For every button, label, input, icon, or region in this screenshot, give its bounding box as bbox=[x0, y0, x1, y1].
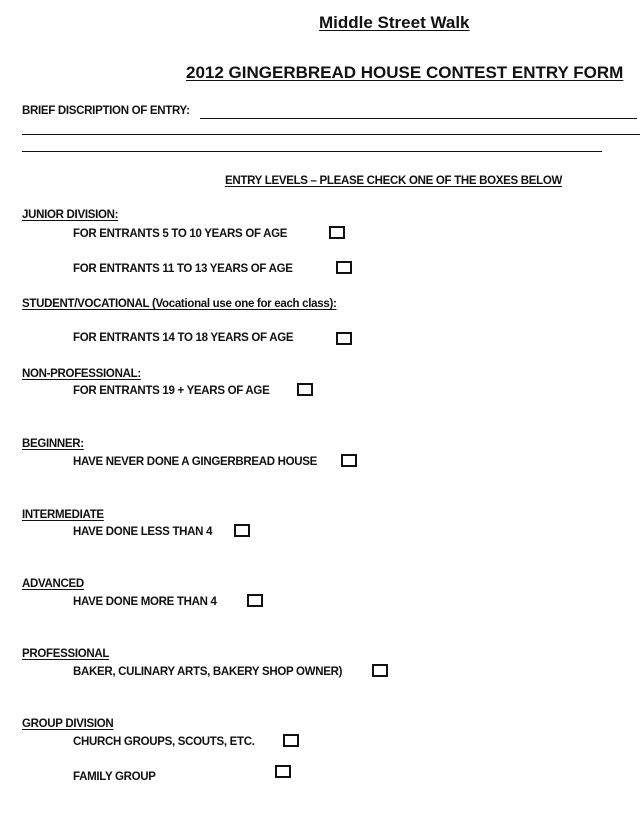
checkbox-church-groups[interactable] bbox=[283, 734, 299, 747]
checkbox-advanced[interactable] bbox=[247, 594, 263, 607]
option-label-junior-5-10: FOR ENTRANTS 5 TO 10 YEARS OF AGE bbox=[73, 228, 288, 240]
option-label-student-14-18: FOR ENTRANTS 14 TO 18 YEARS OF AGE bbox=[73, 332, 294, 344]
section-heading-intermediate: INTERMEDIATE bbox=[22, 509, 104, 521]
checkbox-professional[interactable] bbox=[372, 664, 388, 677]
page-title: Middle Street Walk bbox=[319, 13, 470, 32]
description-line-1[interactable] bbox=[200, 118, 637, 119]
section-heading-beginner: BEGINNER: bbox=[22, 438, 84, 450]
checkbox-beginner[interactable] bbox=[341, 454, 357, 467]
description-line-3[interactable] bbox=[22, 151, 602, 152]
option-label-family-group: FAMILY GROUP bbox=[73, 771, 156, 783]
checkbox-family-group[interactable] bbox=[275, 765, 291, 778]
option-label-advanced: HAVE DONE MORE THAN 4 bbox=[73, 596, 217, 608]
section-heading-non-professional: NON-PROFESSIONAL: bbox=[22, 368, 141, 380]
checkbox-non-professional-19[interactable] bbox=[297, 383, 313, 396]
section-heading-student-vocational: STUDENT/VOCATIONAL (Vocational use one for each class): bbox=[22, 298, 337, 310]
section-heading-advanced: ADVANCED bbox=[22, 578, 84, 590]
checkbox-junior-5-10[interactable] bbox=[329, 226, 345, 239]
option-label-intermediate: HAVE DONE LESS THAN 4 bbox=[73, 526, 213, 538]
section-heading-professional: PROFESSIONAL bbox=[22, 648, 110, 660]
checkbox-student-14-18[interactable] bbox=[336, 332, 352, 345]
checkbox-junior-11-13[interactable] bbox=[336, 261, 352, 274]
checkbox-intermediate[interactable] bbox=[234, 524, 250, 537]
description-line-2[interactable] bbox=[22, 134, 640, 135]
entry-levels-instruction: ENTRY LEVELS – PLEASE CHECK ONE OF THE BOXES BELOW bbox=[225, 175, 563, 187]
section-heading-group-division: GROUP DIVISION bbox=[22, 718, 114, 730]
option-label-professional: BAKER, CULINARY ARTS, BAKERY SHOP OWNER) bbox=[73, 666, 343, 678]
option-label-junior-11-13: FOR ENTRANTS 11 TO 13 YEARS OF AGE bbox=[73, 263, 293, 275]
option-label-beginner: HAVE NEVER DONE A GINGERBREAD HOUSE bbox=[73, 456, 318, 468]
option-label-church-groups: CHURCH GROUPS, SCOUTS, ETC. bbox=[73, 736, 255, 748]
option-label-non-professional-19: FOR ENTRANTS 19 + YEARS OF AGE bbox=[73, 385, 270, 397]
description-label: BRIEF DISCRIPTION OF ENTRY: bbox=[22, 105, 190, 117]
form-title: 2012 GINGERBREAD HOUSE CONTEST ENTRY FORM bbox=[186, 63, 624, 82]
section-heading-junior-division: JUNIOR DIVISION: bbox=[22, 209, 119, 221]
